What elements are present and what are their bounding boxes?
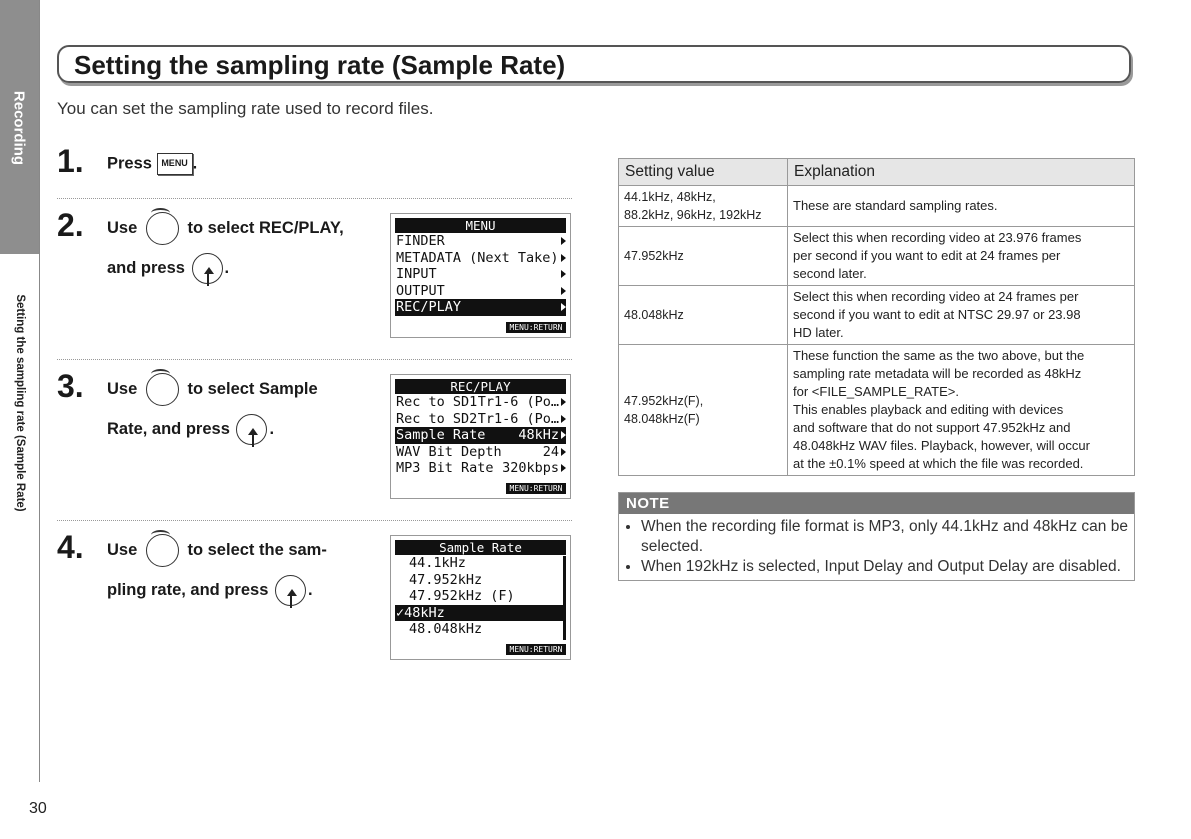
table-cell-value: 48.048kHz — [619, 286, 788, 345]
dial-icon — [146, 373, 179, 406]
page-title: Setting the sampling rate (Sample Rate) — [74, 50, 566, 80]
step-text: . — [192, 154, 198, 173]
section-tab-label: Recording — [10, 90, 28, 166]
step-text: to select the sam- — [187, 540, 327, 559]
step-line — [107, 373, 318, 406]
lcd-option-selected: ✓48kHz — [395, 605, 566, 622]
table-cell-value: 44.1kHz, 48kHz, 88.2kHz, 96kHz, 192kHz — [619, 186, 788, 227]
step-separator — [57, 520, 572, 521]
dial-icon — [146, 534, 179, 567]
lcd-menu-item: INPUT — [395, 266, 566, 283]
table-row — [619, 186, 1135, 227]
step-line — [107, 575, 313, 606]
note-item: • When the recording file format is MP3, only 44.1kHz and 48kHz can be selected. — [641, 517, 1128, 557]
table-header: Setting value — [619, 159, 788, 186]
lcd-option: 47.952kHz (F) — [409, 588, 515, 604]
step-text: and press — [107, 258, 185, 277]
note-box — [618, 492, 1135, 581]
lcd-recplay-screen — [390, 374, 571, 499]
lcd-setting-row: WAV Bit Depth 24 — [395, 444, 566, 461]
table-row — [619, 286, 1135, 345]
lcd-setting-row-selected: Sample Rate 48kHz — [395, 427, 566, 444]
lcd-option: 47.952kHz — [409, 571, 483, 588]
step-line — [107, 534, 327, 567]
page-number: 30 — [29, 800, 47, 817]
dial-icon — [146, 212, 179, 245]
step-separator — [57, 198, 572, 199]
step-text: to select Sample — [187, 379, 318, 398]
table-header-row — [619, 159, 1135, 186]
side-divider — [39, 0, 40, 782]
lcd-title: REC/PLAY — [395, 379, 566, 394]
step-text: . — [307, 580, 313, 599]
intro-text: You can set the sampling rate used to record files. — [57, 99, 434, 118]
step-line — [107, 414, 274, 445]
sample-rate-table — [618, 158, 1135, 476]
table-row — [619, 227, 1135, 286]
check-icon: ✓ — [396, 604, 405, 621]
note-list — [619, 514, 1134, 580]
step-text: Use — [107, 218, 138, 237]
side-section-label: Setting the sampling rate (Sample Rate) — [14, 294, 26, 512]
step-line — [107, 253, 229, 284]
title-box — [57, 45, 1131, 83]
step-number: 3. — [57, 368, 84, 404]
step-text: Rate, and press — [107, 419, 230, 438]
section-tab — [0, 0, 39, 254]
step-number: 2. — [57, 207, 84, 243]
lcd-option: 44.1kHz — [409, 555, 466, 571]
table-cell-explanation: These are standard sampling rates. — [788, 186, 1135, 227]
press-dial-icon — [236, 414, 267, 445]
step-text: . — [269, 419, 275, 438]
table-cell-value: 47.952kHz(F), 48.048kHz(F) — [619, 345, 788, 476]
table-cell-explanation: Select this when recording video at 24 frames per second if you want to edit at NTSC 29.97 or 23.98 HD later. — [788, 286, 1135, 345]
step-separator — [57, 359, 572, 360]
lcd-setting-row: Rec to SD1 Tr1-6 (Po… — [395, 394, 566, 411]
table-cell-value: 47.952kHz — [619, 227, 788, 286]
step-text: to select REC/PLAY, — [187, 218, 344, 237]
table-header: Explanation — [788, 159, 1135, 186]
step-text: pling rate, and press — [107, 580, 269, 599]
table-cell-explanation: Select this when recording video at 23.976 frames per second if you want to edit at 24 frames per second later. — [788, 227, 1135, 286]
press-dial-icon — [275, 575, 306, 606]
lcd-footer: MENU:RETURN — [506, 644, 566, 655]
table-row — [619, 345, 1135, 476]
lcd-footer: MENU:RETURN — [506, 322, 566, 333]
note-item: • When 192kHz is selected, Input Delay and Output Delay are disabled. — [641, 557, 1128, 577]
lcd-setting-row: Rec to SD2 Tr1-6 (Po… — [395, 411, 566, 428]
step-text: Use — [107, 379, 138, 398]
step-text: Press — [107, 154, 152, 173]
lcd-title: MENU — [395, 218, 566, 233]
step-line — [107, 153, 197, 175]
lcd-option: 48.048kHz — [409, 621, 483, 637]
step-line — [107, 212, 344, 245]
table-cell-explanation: These function the same as the two above, but the sampling rate metadata will be recorded as 48kHz for <FILE_SAMPLE_RATE>. This enables playback and editing with devices and software that do not support 47.952kHz and 48.048kHz WAV files. Playback, however, will occur at the ±0.1% speed at which the file was recorded. — [788, 345, 1135, 476]
lcd-scrollbar — [563, 556, 566, 640]
note-title: NOTE — [619, 493, 1134, 514]
step-text: Use — [107, 540, 138, 559]
step-number: 1. — [57, 143, 84, 179]
lcd-menu-item: METADATA (Next Take) — [395, 250, 566, 267]
lcd-menu-screen — [390, 213, 571, 338]
step-text: . — [224, 258, 230, 277]
lcd-menu-item: FINDER — [395, 233, 566, 250]
step-number: 4. — [57, 529, 84, 565]
lcd-setting-row: MP3 Bit Rate 320kbps — [395, 460, 566, 477]
lcd-menu-item: OUTPUT — [395, 283, 566, 300]
press-dial-icon — [192, 253, 223, 284]
lcd-samplerate-screen — [390, 535, 571, 660]
lcd-footer: MENU:RETURN — [506, 483, 566, 494]
menu-key-icon: MENU — [157, 153, 193, 175]
lcd-title: Sample Rate — [395, 540, 566, 555]
lcd-menu-item-selected: REC/PLAY — [395, 299, 566, 316]
